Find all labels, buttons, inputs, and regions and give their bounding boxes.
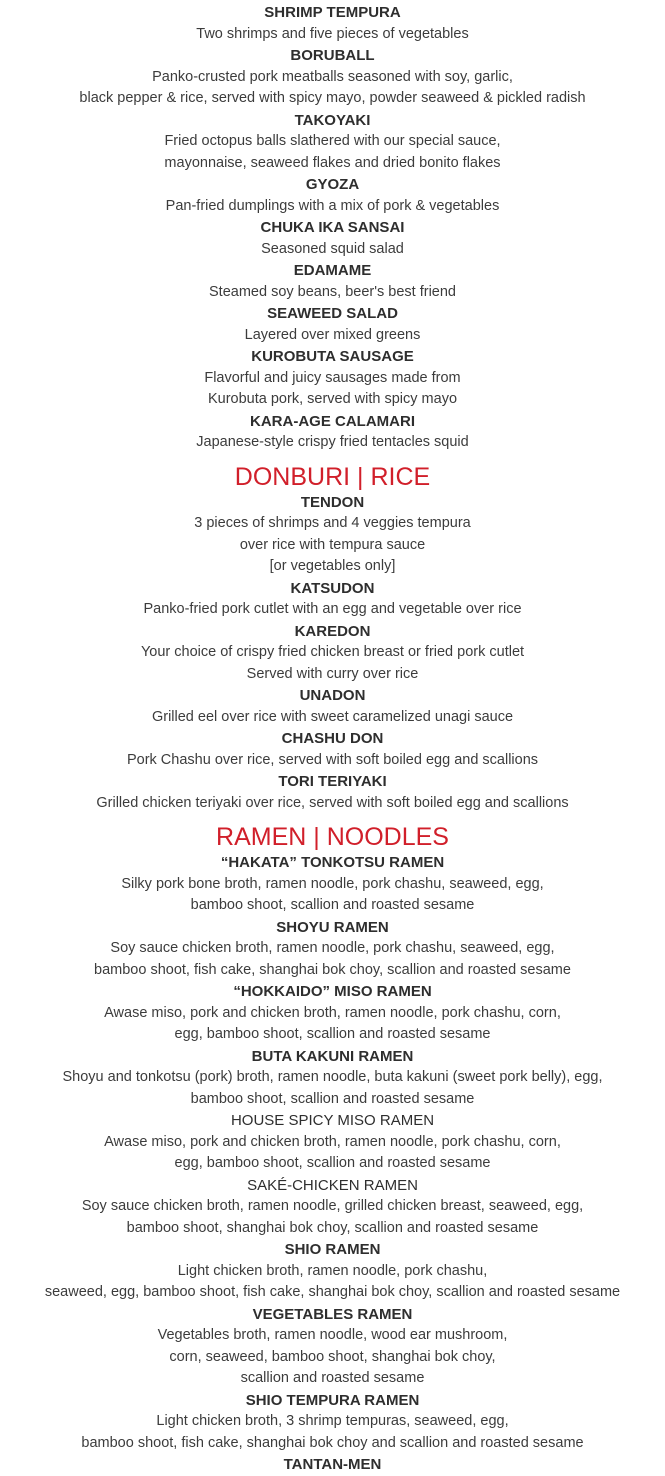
menu-item-description: Light chicken broth, ramen noodle, pork chashu, (177, 1262, 488, 1279)
menu-item-takoyaki (0, 110, 665, 175)
menu-item-description: Steamed soy beans, beer's best friend (209, 283, 456, 300)
menu-item-description: Light chicken broth, 3 shrimp tempuras, seaweed, egg, (156, 1413, 509, 1429)
section-title: DONBURI | RICE (234, 462, 431, 491)
menu-item-name: CHASHU DON (281, 730, 384, 747)
menu-item-name: TORI TERIYAKI (278, 773, 387, 790)
menu-section (0, 462, 665, 815)
menu-item-kara-age-calamari (0, 411, 665, 454)
menu-item-description: Panko-crusted pork meatballs seasoned with soy, garlic, (152, 68, 513, 85)
menu-item-name: KATSUDON (290, 579, 375, 597)
menu-item-description: black pepper & rice, served with spicy mayo, powder seaweed & pickled radish (79, 90, 586, 106)
menu-item-name: SHIO RAMEN (284, 1241, 381, 1258)
menu-item-chuka-ika-sansai (0, 217, 665, 260)
menu-item-shio-tempura-ramen (0, 1390, 665, 1455)
menu-item-description: Fried octopus balls slathered with our special sauce, (164, 133, 501, 149)
menu-item-description: seaweed, egg, bamboo shoot, fish cake, shanghai bok choy, scallion and roasted sesame (44, 1284, 621, 1300)
menu-item-description: Silky pork bone broth, ramen noodle, pork chashu, seaweed, egg, (121, 875, 544, 892)
menu-item-katsudon (0, 578, 665, 621)
menu-item-description: Kurobuta pork, served with spicy mayo (207, 391, 458, 407)
menu-item-name: TENDON (300, 493, 365, 511)
menu-item-description: Pan-fried dumplings with a mix of pork & vegetables (165, 197, 500, 214)
menu-item-hakata-tonkotsu-ramen (0, 852, 665, 917)
menu-item-description: 3 pieces of shrimps and 4 veggies tempura (194, 515, 471, 531)
menu-item-karedon (0, 621, 665, 686)
menu-item-description: Grilled chicken teriyaki over rice, served with soft boiled egg and scallions (96, 794, 569, 811)
menu-item-tantan-men (0, 1454, 665, 1476)
menu-item-description: Seasoned squid salad (261, 240, 404, 257)
menu-item-name: KAREDON (294, 622, 371, 640)
menu-item-description: Your choice of crispy fried chicken breast or fried pork cutlet (140, 644, 525, 660)
menu-item-kurobuta-sausage (0, 346, 665, 411)
menu-item-name: KUROBUTA SAUSAGE (251, 348, 414, 365)
menu-item-name: CHUKA IKA SANSAI (260, 219, 405, 236)
menu-item-name: SAKÉ-CHICKEN RAMEN (247, 1176, 418, 1194)
section-title: RAMEN | NOODLES (216, 823, 449, 851)
menu-item-name: TANTAN-MEN (283, 1456, 382, 1473)
menu-item-description: Served with curry over rice (246, 665, 419, 682)
menu-item-name: BORUBALL (290, 47, 375, 64)
menu-item-description: bamboo shoot, fish cake, shanghai bok choy and scallion and roasted sesame (81, 1434, 584, 1451)
menu-item-name: BUTA KAKUNI RAMEN (251, 1047, 414, 1065)
menu-item-description: Awase miso, pork and chicken broth, ramen noodle, pork chashu, corn, (104, 1004, 561, 1021)
menu-item-name: HOUSE SPICY MISO RAMEN (230, 1112, 435, 1129)
menu-item-boruball (0, 45, 665, 110)
menu-item-description: bamboo shoot, scallion and roasted sesame (190, 897, 475, 913)
menu-item-description: Soy sauce chicken broth, ramen noodle, grilled chicken breast, seaweed, egg, (81, 1198, 584, 1214)
menu-item-description: Japanese-style crispy fried tentacles squid (196, 434, 469, 450)
menu-item-name: SHOYU RAMEN (276, 918, 389, 936)
menu-item-description: bamboo shoot, fish cake, shanghai bok choy, scallion and roasted sesame (94, 961, 571, 978)
menu-item-shrimp-tempura (0, 2, 665, 45)
menu-item-name: “HOKKAIDO” MISO RAMEN (233, 983, 432, 1000)
menu-item-description: egg, bamboo shoot, scallion and roasted sesame (174, 1155, 491, 1171)
menu-item-edamame (0, 260, 665, 303)
menu-item-description: scallion and roasted sesame (240, 1370, 425, 1386)
menu-section (0, 822, 665, 1476)
menu-item-name: SEAWEED SALAD (267, 305, 398, 322)
menu-item-seaweed-salad (0, 303, 665, 346)
menu-item-description: over rice with tempura sauce (239, 536, 426, 553)
menu-item-tendon (0, 492, 665, 578)
menu-item-name: TAKOYAKI (294, 111, 371, 129)
menu-item-name: UNADON (299, 687, 366, 704)
menu-item-name: SHRIMP TEMPURA (264, 4, 401, 21)
menu-item-description: mayonnaise, seaweed flakes and dried bonito flakes (164, 154, 501, 171)
menu-item-description: Vegetables broth, ramen noodle, wood ear mushroom, (157, 1327, 508, 1343)
menu-item-sak-chicken-ramen (0, 1175, 665, 1240)
menu-item-name: KARA-AGE CALAMARI (250, 412, 415, 430)
menu-item-description: Layered over mixed greens (244, 326, 421, 343)
menu-item-description: Awase miso, pork and chicken broth, ramen noodle, pork chashu, corn, (104, 1133, 561, 1150)
menu-item-shoyu-ramen (0, 917, 665, 982)
menu-item-description: Flavorful and juicy sausages made from (204, 369, 461, 386)
menu-item-description: bamboo shoot, scallion and roasted sesame (190, 1090, 475, 1107)
menu-item-description: Grilled eel over rice with sweet caramelized unagi sauce (151, 708, 514, 725)
menu-item-description: egg, bamboo shoot, scallion and roasted sesame (174, 1026, 491, 1042)
menu-item-house-spicy-miso-ramen (0, 1110, 665, 1175)
menu-item-buta-kakuni-ramen (0, 1046, 665, 1111)
menu-item-description: [or vegetables only] (269, 558, 396, 574)
menu-item-name: VEGETABLES RAMEN (252, 1305, 413, 1323)
menu-item-name: GYOZA (305, 176, 360, 193)
menu-item-description: Soy sauce chicken broth, ramen noodle, pork chashu, seaweed, egg, (110, 940, 555, 956)
menu-item-vegetables-ramen (0, 1304, 665, 1390)
menu-item-name: SHIO TEMPURA RAMEN (245, 1391, 420, 1409)
menu-item-description: Shoyu and tonkotsu (pork) broth, ramen noodle, buta kakuni (sweet pork belly), egg, (62, 1069, 603, 1085)
menu-section (0, 2, 665, 454)
menu-item-description: Pork Chashu over rice, served with soft boiled egg and scallions (126, 751, 539, 768)
menu-item-tori-teriyaki (0, 771, 665, 814)
menu-item-description: Two shrimps and five pieces of vegetables (196, 25, 469, 42)
menu-item-name: EDAMAME (293, 262, 372, 279)
menu-item-description: bamboo shoot, shanghai bok choy, scallion and roasted sesame (126, 1219, 539, 1236)
menu-item-description: corn, seaweed, bamboo shoot, shanghai bok choy, (169, 1348, 496, 1365)
menu-item-unadon (0, 685, 665, 728)
menu-item-hokkaido-miso-ramen (0, 981, 665, 1046)
menu-item-shio-ramen (0, 1239, 665, 1304)
menu-item-name: “HAKATA” TONKOTSU RAMEN (220, 854, 445, 871)
menu-item-gyoza (0, 174, 665, 217)
menu-item-chashu-don (0, 728, 665, 771)
menu-item-description: Panko-fried pork cutlet with an egg and vegetable over rice (143, 601, 522, 617)
